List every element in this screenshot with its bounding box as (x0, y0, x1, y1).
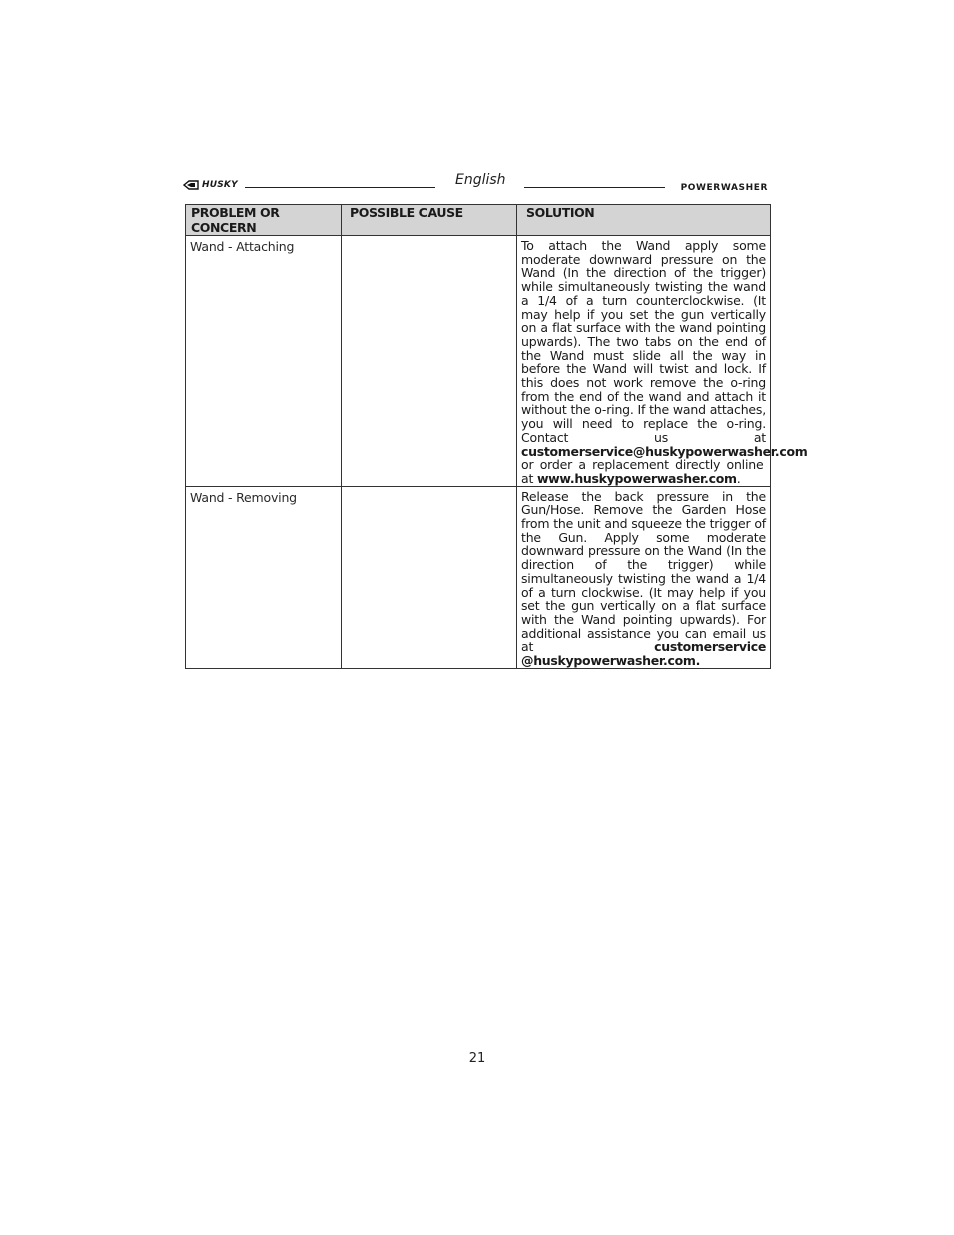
column-header-solution: SOLUTION (517, 205, 771, 236)
solution-cell (517, 236, 808, 487)
header-rule-right (524, 187, 665, 188)
page-number: 21 (468, 1051, 486, 1066)
husky-logo (183, 180, 238, 190)
cause-cell (342, 486, 517, 668)
table-row (186, 486, 771, 668)
column-header-cause: POSSIBLE CAUSE (342, 205, 517, 236)
solution-cell (517, 486, 771, 668)
language-label: English (455, 172, 506, 188)
cause-cell (342, 236, 517, 487)
solution-text: Release the back pressure in the Gun/Hose. Remove the Garden Hose from the unit and squeeze the trigger of the Gun. Apply some moderate downward pressure on the Wand (In the direction of the trigger) while simultaneously twisting the wand a 1/4 of a turn clockwise. (It may help if you set the gun vertically on a flat surface with the Wand pointing upwards). For additional assistance you can email us at (521, 488, 766, 655)
husky-logo-icon (183, 180, 199, 190)
table-row (186, 236, 771, 487)
solution-text: To attach the Wand apply some moderate downward pressure on the Wand (In the direction of the trigger) while simultaneously twisting the wand a 1/4 of a turn counterclockwise. (It may help if you set the gun vertically on a flat surface with the wand pointing upwards). The two tabs on the end of the Wand must slide all the way in before the Wand will twist and lock. If this does not work remove the o-ring from the end of the wand and attach it without the o-ring. If the wand attaches, you will need to replace the o-ring. Contact us at (521, 238, 766, 445)
support-email: customerservice @huskypowerwasher.com. (521, 639, 766, 669)
support-website: www.huskypowerwasher.com (536, 470, 737, 486)
logo-text: HUSKY (202, 180, 238, 190)
product-name: POWERWASHER (680, 183, 768, 193)
solution-text: or order a replacement directly online at (521, 457, 764, 486)
header-rule-left (245, 187, 435, 188)
page-header (183, 168, 770, 198)
table-header-row (186, 205, 771, 236)
column-header-problem: PROBLEM OR CONCERN (186, 205, 342, 236)
problem-cell: Wand - Attaching (186, 236, 342, 487)
problem-cell: Wand - Removing (186, 486, 342, 668)
support-email: customerservice@huskypowerwasher.com (521, 443, 808, 459)
troubleshooting-table (185, 204, 808, 669)
solution-text: . (736, 470, 741, 486)
